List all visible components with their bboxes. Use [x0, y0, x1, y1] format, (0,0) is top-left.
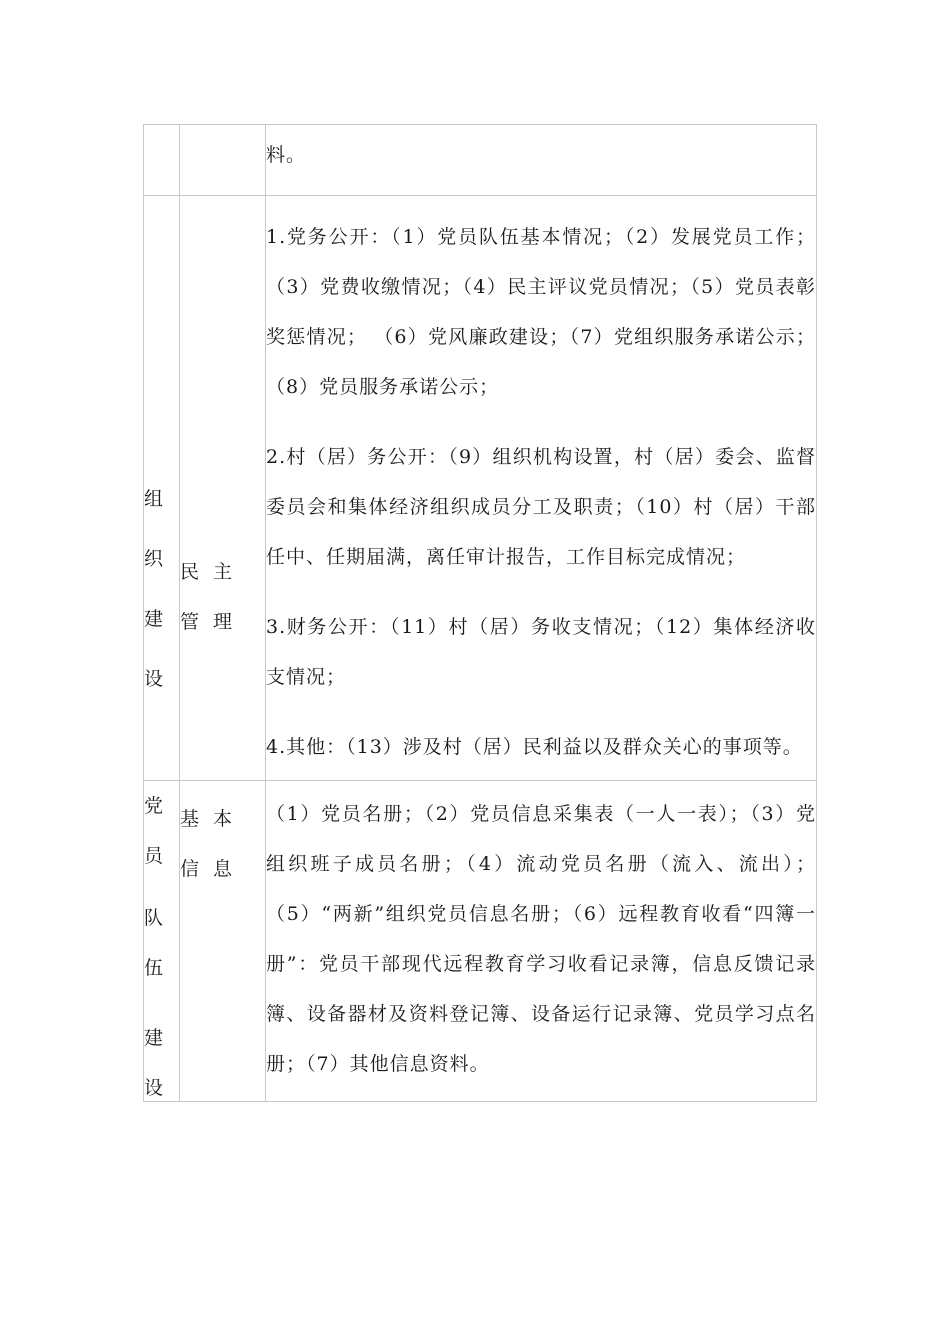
table-row	[144, 125, 817, 196]
paragraph: 1.党务公开：（1）党员队伍基本情况；（2）发展党员工作；（3）党费收缴情况；（4）民主评议党员情况；（5）党员表彰奖惩情况； （6）党风廉政建设；（7）党组织服务承诺公示；（8）党员服务承诺公示；	[266, 226, 816, 398]
table-row	[144, 196, 817, 781]
table-row	[144, 781, 817, 1102]
document-table	[143, 124, 817, 1102]
paragraph: （1）党员名册；（2）党员信息采集表（一人一表）；（3）党组织班子成员名册；（4）流动党员名册（流入、流出）；（5）“两新”组织党员信息名册；（6）远程教育收看“四簿一册”：党员干部现代远程教育学习收看记录簿，信息反馈记录簿、设备器材及资料登记簿、设备运行记录簿、党员学习点名册；（7）其他信息资料。	[266, 803, 816, 1075]
subcategory-label: 基本信息	[180, 808, 247, 880]
category-char: 队	[144, 907, 164, 929]
paragraph: 3.财务公开：（11）村（居）务收支情况；（12）集体经济收支情况；	[266, 616, 816, 688]
category-char: 员	[144, 845, 164, 867]
category-char: 党	[144, 795, 164, 817]
paragraph: 料。	[266, 144, 307, 166]
category-char: 建	[144, 1027, 164, 1049]
subcategory-cell	[180, 781, 266, 1102]
category-char: 设	[144, 1077, 164, 1099]
category-cell	[144, 196, 180, 781]
content-cell	[266, 125, 817, 196]
category-char: 组	[144, 488, 164, 510]
paragraph: 2.村（居）务公开：（9）组织机构设置，村（居）委会、监督委员会和集体经济组织成员分工及职责；（10）村（居）干部任中、任期届满，离任审计报告，工作目标完成情况；	[266, 446, 816, 568]
category-char: 设	[144, 668, 164, 690]
subcategory-cell	[180, 125, 266, 196]
category-cell	[144, 125, 180, 196]
subcategory-cell	[180, 196, 266, 781]
category-char: 伍	[144, 957, 164, 979]
paragraph: 4.其他：（13）涉及村（居）民利益以及群众关心的事项等。	[266, 736, 803, 758]
category-char: 建	[144, 608, 164, 630]
content-cell	[266, 781, 817, 1102]
subcategory-label: 民主管理	[180, 561, 247, 633]
category-char: 织	[144, 548, 164, 570]
content-cell	[266, 196, 817, 781]
category-cell	[144, 781, 180, 1102]
